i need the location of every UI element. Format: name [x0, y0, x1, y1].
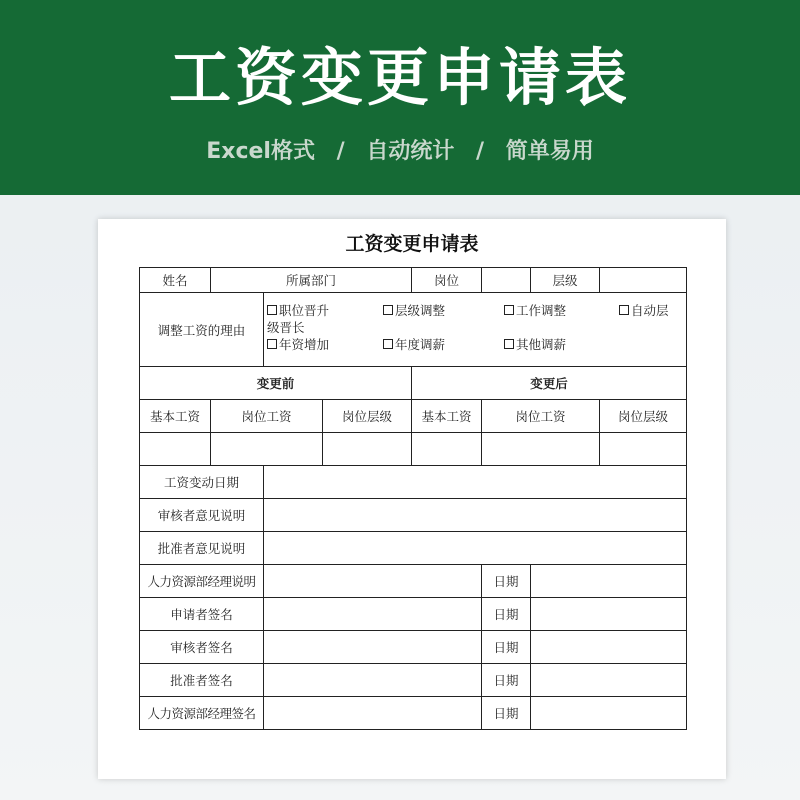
before-base-salary-label: 基本工资 — [140, 400, 211, 433]
banner-title: 工资变更申请表 — [168, 41, 631, 114]
after-base-salary-cell[interactable] — [412, 433, 482, 466]
date-label: 日期 — [482, 697, 531, 730]
salary-columns-row — [140, 400, 687, 433]
hr-manager-note-row — [140, 565, 687, 598]
approver-opinion-row — [140, 532, 687, 565]
checkbox-icon[interactable] — [619, 305, 629, 315]
level-value[interactable] — [600, 268, 687, 293]
date-label: 日期 — [482, 631, 531, 664]
checkbox-icon[interactable] — [383, 339, 393, 349]
after-change-label: 变更后 — [412, 367, 687, 400]
position-value[interactable] — [482, 268, 531, 293]
date-cell[interactable] — [531, 631, 687, 664]
reason-annual-raise[interactable]: 年度调薪 — [383, 337, 445, 353]
salary-change-form-table — [139, 267, 687, 730]
date-cell[interactable] — [531, 598, 687, 631]
approver-opinion-label: 批准者意见说明 — [140, 532, 264, 565]
date-label: 日期 — [482, 664, 531, 697]
banner — [0, 0, 800, 195]
banner-subtitle — [0, 136, 800, 168]
after-position-level-label: 岗位层级 — [600, 400, 687, 433]
date-cell[interactable] — [531, 664, 687, 697]
hr-manager-note-cell[interactable] — [264, 565, 482, 598]
reviewer-sign-label: 审核者签名 — [140, 631, 264, 664]
salary-values-row — [140, 433, 687, 466]
reviewer-sign-row — [140, 631, 687, 664]
position-label: 岗位 — [412, 268, 482, 293]
reason-auto-level-continued: 级晋长 — [267, 320, 305, 335]
reason-label: 调整工资的理由 — [140, 293, 264, 367]
before-position-level-label: 岗位层级 — [323, 400, 412, 433]
reviewer-opinion-cell[interactable] — [264, 499, 687, 532]
subtitle-separator: / — [336, 139, 345, 164]
reviewer-opinion-row — [140, 499, 687, 532]
after-position-salary-label: 岗位工资 — [482, 400, 600, 433]
before-change-label: 变更前 — [140, 367, 412, 400]
checkbox-icon[interactable] — [267, 305, 277, 315]
applicant-sign-cell[interactable] — [264, 598, 482, 631]
reason-auto-level[interactable]: 自动层 — [619, 303, 669, 319]
applicant-sign-label: 申请者签名 — [140, 598, 264, 631]
change-date-cell[interactable] — [264, 466, 687, 499]
checkbox-icon[interactable] — [504, 339, 514, 349]
before-position-salary-cell[interactable] — [211, 433, 323, 466]
level-label: 层级 — [531, 268, 600, 293]
change-date-label: 工资变动日期 — [140, 466, 264, 499]
reason-job-adjust[interactable]: 工作调整 — [504, 303, 566, 319]
hr-manager-note-label: 人力资源部经理说明 — [140, 565, 264, 598]
reviewer-sign-cell[interactable] — [264, 631, 482, 664]
reason-row — [140, 293, 687, 367]
name-label: 姓名 — [140, 268, 211, 293]
subtitle-auto-stats: 自动统计 — [366, 139, 455, 164]
approver-sign-row — [140, 664, 687, 697]
applicant-sign-row — [140, 598, 687, 631]
department-label: 所属部门 — [211, 268, 412, 293]
before-base-salary-cell[interactable] — [140, 433, 211, 466]
date-label: 日期 — [482, 598, 531, 631]
date-label: 日期 — [482, 565, 531, 598]
checkbox-icon[interactable] — [383, 305, 393, 315]
change-header-row — [140, 367, 687, 400]
after-position-level-cell[interactable] — [600, 433, 687, 466]
header-row — [140, 268, 687, 293]
reason-other[interactable]: 其他调薪 — [504, 337, 566, 353]
before-position-salary-label: 岗位工资 — [211, 400, 323, 433]
after-position-salary-cell[interactable] — [482, 433, 600, 466]
date-cell[interactable] — [531, 565, 687, 598]
approver-sign-cell[interactable] — [264, 664, 482, 697]
subtitle-separator: / — [476, 139, 485, 164]
checkbox-icon[interactable] — [267, 339, 277, 349]
form-title: 工资变更申请表 — [345, 233, 479, 255]
reason-seniority[interactable]: 年资增加 — [267, 337, 329, 353]
form-sheet — [98, 219, 726, 779]
reason-promotion[interactable]: 职位晋升 — [267, 303, 329, 319]
hr-manager-sign-row — [140, 697, 687, 730]
date-cell[interactable] — [531, 697, 687, 730]
change-date-row — [140, 466, 687, 499]
hr-manager-sign-cell[interactable] — [264, 697, 482, 730]
subtitle-excel-format: Excel格式 — [206, 139, 315, 164]
approver-sign-label: 批准者签名 — [140, 664, 264, 697]
approver-opinion-cell[interactable] — [264, 532, 687, 565]
reviewer-opinion-label: 审核者意见说明 — [140, 499, 264, 532]
subtitle-easy-use: 简单易用 — [505, 139, 594, 164]
after-base-salary-label: 基本工资 — [412, 400, 482, 433]
checkbox-icon[interactable] — [504, 305, 514, 315]
before-position-level-cell[interactable] — [323, 433, 412, 466]
hr-manager-sign-label: 人力资源部经理签名 — [140, 697, 264, 730]
reason-level-adjust[interactable]: 层级调整 — [383, 303, 445, 319]
reason-options — [264, 293, 687, 367]
